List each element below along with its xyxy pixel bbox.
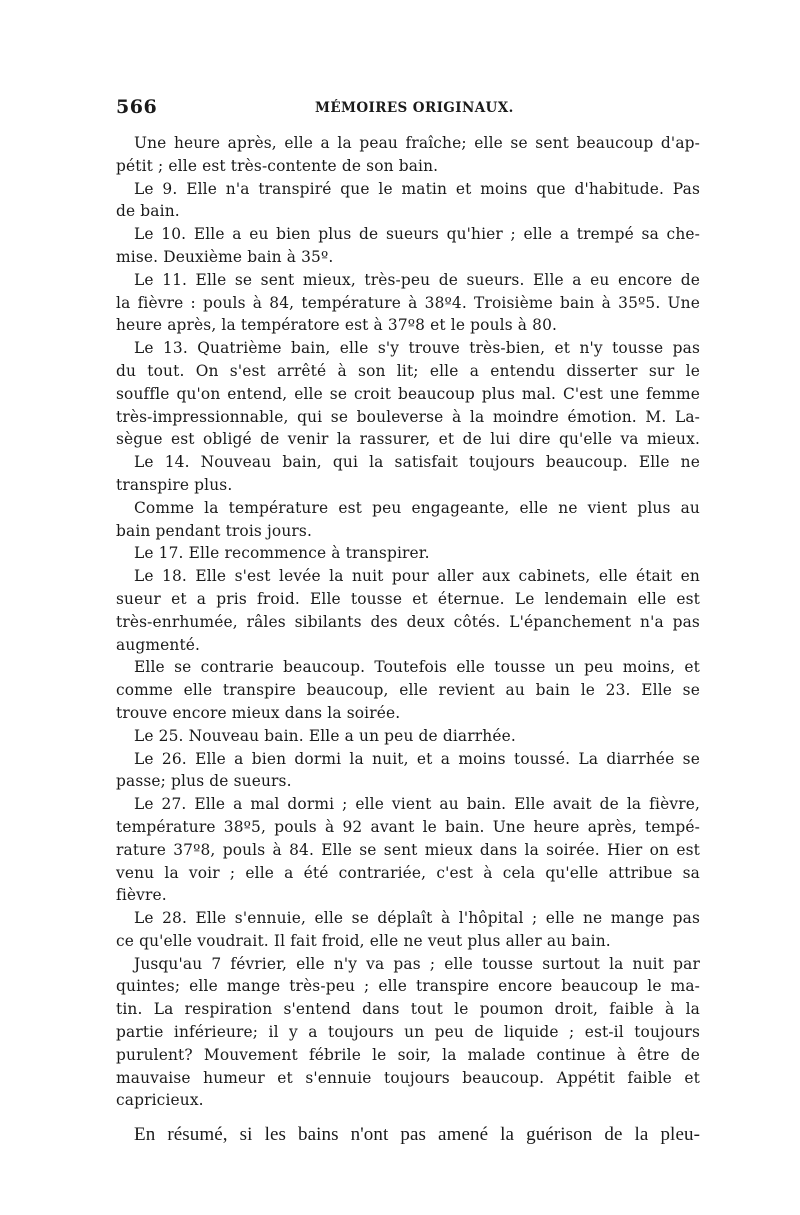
text-line: température 38º5, pouls à 92 avant le bain. Une heure après, tempé- [116,817,700,836]
text-line: transpire plus. [116,475,233,494]
text-line: purulent? Mouvement fébrile le soir, la malade continue à être de [116,1045,700,1064]
text-line: mise. Deuxième bain à 35º. [116,247,334,266]
text-line: Le 13. Quatrième bain, elle s'y trouve très-bien, et n'y tousse pas [134,339,700,358]
text-line: Le 26. Elle a bien dormi la nuit, et a moins toussé. La diarrhée se [134,749,700,768]
text-line: mauvaise humeur et s'ennuie toujours beaucoup. Appétit faible et [116,1068,700,1087]
text-line: capricieux. [116,1091,204,1110]
text-line: Le 27. Elle a mal dormi ; elle vient au bain. Elle avait de la fièvre, [134,795,700,814]
text-line: passe; plus de sueurs. [116,772,292,791]
text-line: ce qu'elle voudrait. Il fait froid, elle ne veut plus aller au bain. [116,931,611,950]
running-head: MÉMOIRES ORIGINAUX. [315,100,514,116]
body-text [116,132,700,1148]
text-line: quintes; elle mange très-peu ; elle transpire encore beaucoup le ma- [116,977,700,996]
text-line: Le 10. Elle a eu bien plus de sueurs qu'hier ; elle a trempé sa che- [134,225,700,244]
text-line: Le 11. Elle se sent mieux, très-peu de sueurs. Elle a eu encore de [134,270,700,289]
text-line: Elle se contrarie beaucoup. Toutefois elle tousse un peu moins, et [134,658,700,677]
text-line: la fièvre : pouls à 84, température à 38º4. Troisième bain à 35º5. Une [116,293,700,312]
text-line: augmenté. [116,635,201,654]
text-line: Le 25. Nouveau bain. Elle a un peu de diarrhée. [134,726,516,745]
text-line: Le 28. Elle s'ennuie, elle se déplaît à l'hôpital ; elle ne mange pas [134,909,700,928]
text-line: sueur et a pris froid. Elle tousse et éternue. Le lendemain elle est [116,589,700,608]
text-line: Une heure après, elle a la peau fraîche; elle se sent beaucoup d'ap- [134,134,700,152]
text-line: En résumé, si les bains n'ont pas amené la guérison de la pleu- [134,1124,700,1146]
text-line: comme elle transpire beaucoup, elle revient au bain le 23. Elle se [116,681,700,700]
page-header [116,96,700,118]
text-line: souffle qu'on entend, elle se croit beaucoup plus mal. C'est une femme [116,384,700,403]
text-line: sègue est obligé de venir la rassurer, et de lui dire qu'elle va mieux. [116,430,700,449]
text-line: fièvre. [116,886,167,905]
text-line: heure après, la températore est à 37º8 et le pouls à 80. [116,316,558,335]
text-line: Comme la température est peu engageante, elle ne vient plus au [134,498,700,517]
text-line: du tout. On s'est arrêté à son lit; elle a entendu disserter sur le [116,361,700,380]
text-line: de bain. [116,202,180,221]
text-line: Le 18. Elle s'est levée la nuit pour aller aux cabinets, elle était en [134,567,700,586]
text-line: rature 37º8, pouls à 84. Elle se sent mieux dans la soirée. Hier on est [116,840,700,859]
text-line: partie inférieure; il y a toujours un peu de liquide ; est-il toujours [116,1023,700,1042]
text-line: pétit ; elle est très-contente de son bain. [116,156,439,175]
text-line: Le 14. Nouveau bain, qui la satisfait toujours beaucoup. Elle ne [134,453,700,472]
text-line: venu la voir ; elle a été contrariée, c'est à cela qu'elle attribue sa [116,863,700,882]
text-line: trouve encore mieux dans la soirée. [116,703,401,722]
text-line: Jusqu'au 7 février, elle n'y va pas ; elle tousse surtout la nuit par [134,954,700,973]
text-line: Le 17. Elle recommence à transpirer. [134,544,430,563]
text-line: bain pendant trois jours. [116,521,313,540]
text-line: très-impressionnable, qui se bouleverse à la moindre émotion. M. La- [116,407,700,426]
page-number: 566 [116,96,158,118]
text-line: très-enrhumée, râles sibilants des deux côtés. L'épanchement n'a pas [116,612,700,631]
text-line: Le 9. Elle n'a transpiré que le matin et moins que d'habitude. Pas [134,179,700,198]
text-line: tin. La respiration s'entend dans tout le poumon droit, faible à la [116,1000,700,1019]
